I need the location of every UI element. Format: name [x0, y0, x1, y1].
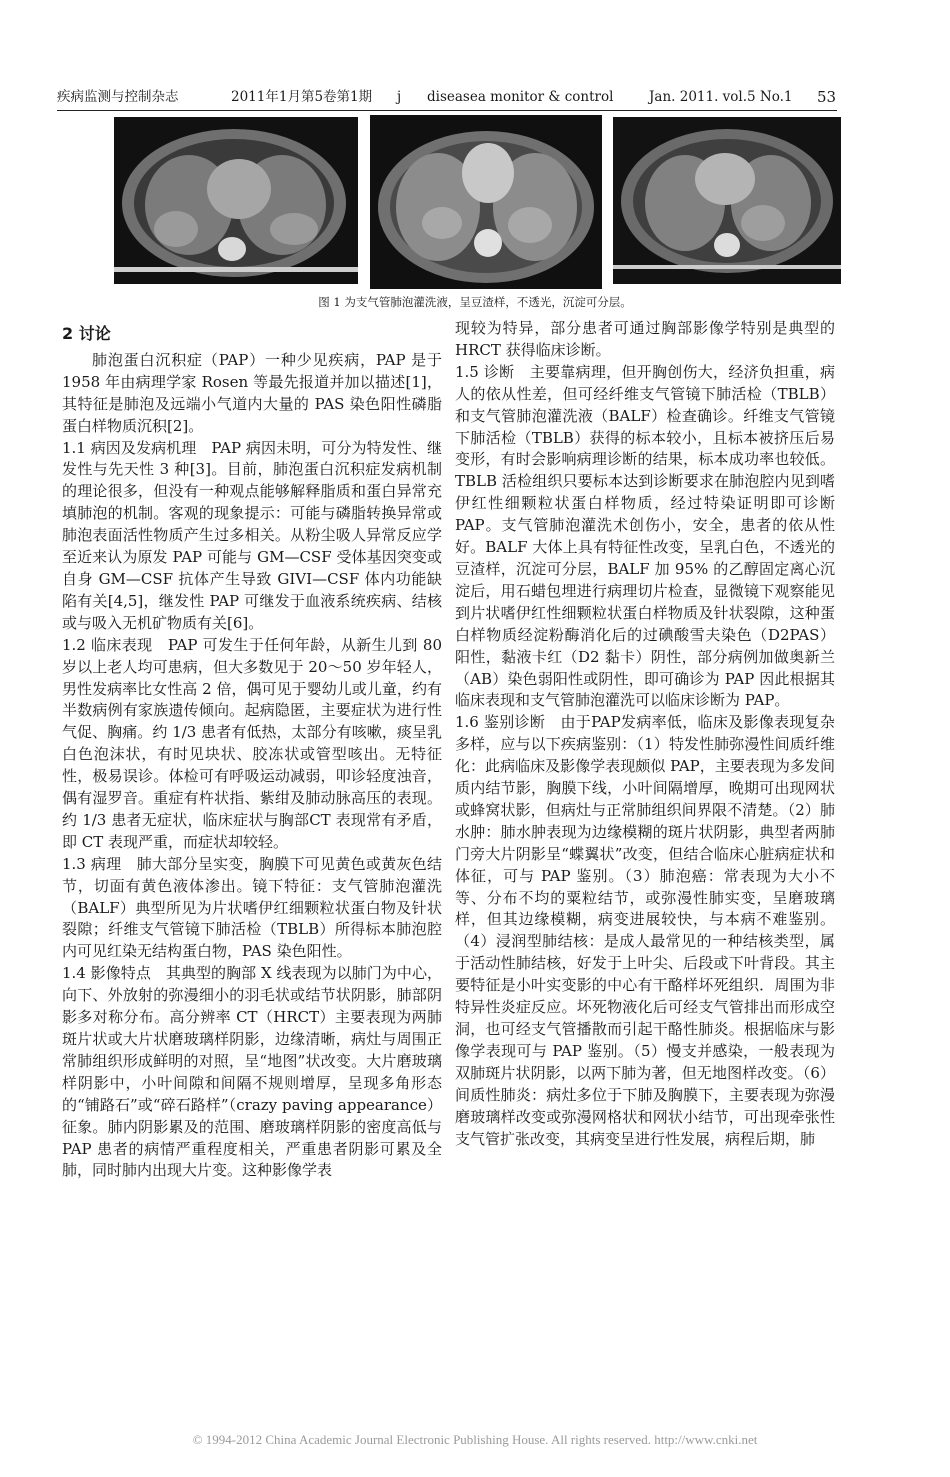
issue-info-en: Jan. 2011. vol.5 No.1	[649, 89, 793, 105]
page-number: 53	[817, 88, 837, 106]
issue-info-cn: 2011年1月第5卷第1期	[231, 89, 373, 105]
header-divider	[57, 110, 837, 111]
journal-title-cn: 疾病监测与控制杂志	[57, 89, 179, 105]
paragraph-intro: 肺泡蛋白沉积症（PAP）一种少见疾病，PAP 是于 1958 年由病理学家 Rosen 等最先报道并加以描述[1]，其特征是肺泡及远端小气道内大量的 PAS 染色阳性磷脂蛋白样物质沉积[2]。	[62, 350, 442, 435]
paragraph-etiology: 1.1 病因及发病机理 PAP 病因未明，可分为特发性、继发性与先天性 3 种[3]。目前，肺泡蛋白沉积症发病机制的理论很多，但没有一种观点能够解释脂质和蛋白异常充填肺泡的机制。客观的现象提示：可能与磷脂转换异常或肺泡表面活性物质产生过多相关。从粉尘吸人异常反应学至近来认为原发 PAP 可能与 GM—CSF 受体基因突变或自身 GM—CSF 抗体产生导致 GIVI—CSF 体内功能缺陷有关[4,5]，继发性 PAP 可继发于血液系统疾病、结核或与吸入无机矿物质有关[6]。	[62, 438, 442, 632]
section-heading: 2 讨论	[62, 324, 111, 343]
journal-title-en-prefix: j	[397, 89, 402, 105]
ct-scan-image-1	[114, 117, 358, 284]
ct-scan-image-3	[613, 117, 841, 284]
ct-scan-image-2	[370, 115, 602, 289]
paragraph-differential: 1.6 鉴别诊断 由于PAP发病率低，临床及影像表现复杂多样，应与以下疾病鉴别：（1）特发性肺弥漫性间质纤维化：此病临床及影像学表现颇似 PAP，主要表现为多发间质内结节影，胸膜下线，小叶间隔增厚，晚期可出现网状或蜂窝状影，但病灶与正常肺组织间界限不清楚。（2）肺水肿：肺水肿表现为边缘模糊的斑片状阴影，典型者两肺门旁大片阴影呈“蝶翼状”改变，但结合临床心脏病症状和体征，可与 PAP 鉴别。（3）肺泡癌：常表现为大小不等、分布不均的粟粒结节，或弥漫性肺实变，呈磨玻璃样，但其边缘模糊，病变进展较快，与本病不难鉴别。（4）浸润型肺结核：是成人最常见的一种结核类型，属于活动性肺结核，好发于上叶尖、后段或下叶背段。其主要特征是小叶实变影的中心有干酪样坏死组织．周围为非特异性炎症反应。坏死物液化后可经支气管排出而形成空洞，也可经支气管播散而引起干酪性肺炎。根据临床与影像学表现可与 PAP 鉴别。（5）慢支并感染，一般表现为双肺斑片状阴影，以两下肺为著，但无地图样改变。（6）间质性肺炎：病灶多位于下肺及胸膜下，主要表现为弥漫磨玻璃样改变或弥漫网格状和网状小结节，可出现牵张性支气管扩张改变，其病变呈进行性发展，病程后期，肺	[455, 713, 835, 1148]
copyright-footer: © 1994-2012 China Academic Journal Electronic Publishing House. All rights reserved. http://www.cnki.net	[192, 1432, 758, 1447]
paragraph-imaging: 1.4 影像特点 其典型的胸部 X 线表现为以肺门为中心，向下、外放射的弥漫细小的羽毛状或结节状阴影，肺部阴影多对称分布。高分辨率 CT（HRCT）主要表现为两肺斑片状或大片状磨玻璃样阴影，边缘清晰，病灶与周围正常肺组织形成鲜明的对照，呈“地图”状改变。大片磨玻璃样阴影中，小叶间隙和间隔不规则增厚，呈现多角形态的“铺路石”或“碎石路样”（crazy paving appearance）征象。肺内阴影累及的范围、磨玻璃样阴影的密度高低与 PAP 患者的病情严重程度相关，严重患者阴影可累及全肺，同时肺内出现大片变。这种影像学表	[62, 964, 442, 1180]
left-column	[62, 323, 442, 1182]
right-column	[455, 318, 835, 1150]
paragraph-clinical: 1.2 临床表现 PAP 可发生于任何年龄，从新生儿到 80 岁以上老人均可患病，但大多数见于 20～50 岁年轻人，男性发病率比女性高 2 倍，偶可见于婴幼儿或儿童，约有半数病例有家族遗传倾向。起病隐匿，主要症状为进行性气促、胸痛。约 1/3 患者有低热，太部分有咳嗽，痰呈乳白色泡沫状，有时见块状、胶冻状或管型咳出。无特征性，极易误诊。体检可有呼吸运动减弱，叩诊轻度浊音，偶有湿罗音。重症有杵状指、紫绀及肺动脉高压的表现。约 1/3 患者无症状，临床症状与胸部CT 表现常有矛盾，即 CT 表现严重，而症状却较轻。	[62, 635, 442, 851]
figure-caption: 图 1 为支气管肺泡灌洗液，呈豆渣样，不透光，沉淀可分层。	[318, 295, 632, 309]
journal-title-en: diseasea monitor & control	[427, 89, 614, 105]
running-header	[57, 86, 803, 108]
paragraph-diagnosis: 1.5 诊断 主要靠病理，但开胸创伤大，经济负担重，病人的依从性差，但可经纤维支气管镜下肺活检（TBLB）和支气管肺泡灌洗液（BALF）检查确诊。纤维支气管镜下肺活检（TBLB）获得的标本较小，且标本被挤压后易变形，有时会影响病理诊断的结果，标本成功率也较低。TBLB 活检组织只要标本达到诊断要求在肺泡腔内见到嗜伊红性细颗粒状蛋白样物质，经过特染证明即可诊断 PAP。支气管肺泡灌洗术创伤小，安全，患者的依从性好。BALF 大体上具有特征性改变，呈乳白色，不透光的豆渣样，沉淀可分层，BALF 加 95% 的乙醇固定离心沉淀后，用石蜡包埋进行病理切片检查，显微镜下观察能见到片状嗜伊红性细颗粒状蛋白样物质及针状裂隙，这种蛋白样物质经淀粉酶消化后的过碘酸雪夫染色（D2PAS）阳性，黏液卡红（D2 黏卡）阴性，部分病例加做奥新兰（AB）染色弱阳性或阴性，即可确诊为 PAP 因此根据其临床表现和支气管肺泡灌洗可以临床诊断为 PAP。	[455, 362, 835, 710]
paragraph-pathology: 1.3 病理 肺大部分呈实变，胸膜下可见黄色或黄灰色结节，切面有黄色液体渗出。镜下特征：支气管肺泡灌洗（BALF）典型所见为片状嗜伊红细颗粒状蛋白物及针状裂隙；纤维支气管镜下肺活检（TBLB）所得标本肺泡腔内可见红染无结构蛋白物，PAS 染色阳性。	[62, 854, 442, 961]
paragraph-imaging-cont: 现较为特异，部分患者可通过胸部影像学特别是典型的 HRCT 获得临床诊断。	[455, 319, 835, 359]
